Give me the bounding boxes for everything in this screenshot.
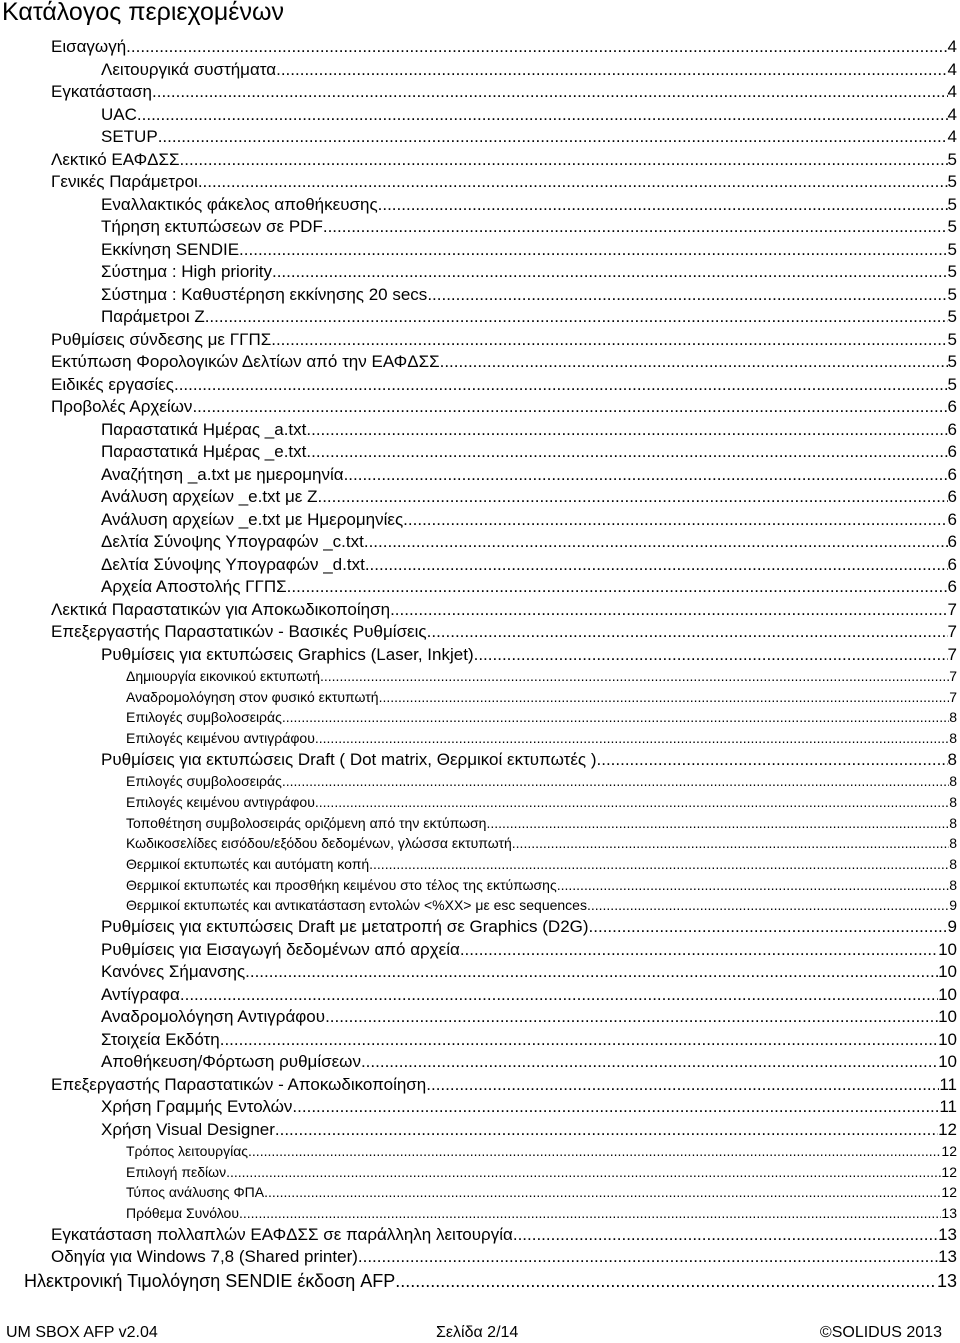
toc-dot-leader	[395, 1269, 937, 1293]
toc-entry[interactable]	[0, 149, 957, 172]
toc-dot-leader	[158, 126, 948, 149]
toc-entry-page-number: 5	[947, 194, 957, 214]
toc-entry-title: Ρυθμίσεις για εκτυπώσεις Draft με μετατροπή σε Graphics (D2G)	[101, 917, 589, 937]
toc-entry[interactable]	[0, 59, 957, 82]
toc-dot-leader	[137, 104, 948, 127]
toc-entry-title: Επιλογές κειμένου αντιγράφου	[126, 730, 315, 747]
toc-dot-leader	[126, 36, 947, 59]
toc-entry-page-number: 8	[949, 835, 957, 852]
toc-entry-page-number: 5	[947, 172, 957, 191]
toc-entry-page-number: 5	[947, 239, 957, 259]
toc-entry-page-number: 6	[947, 509, 957, 529]
toc-entry-title: Τήρηση εκτυπώσεων σε PDF	[101, 217, 323, 236]
toc-entry-title: SETUP	[101, 127, 158, 146]
toc-entry-page-number: 12	[941, 1163, 957, 1180]
toc-entry-page-number: 6	[947, 464, 957, 484]
toc-entry-title: Χρήση Visual Designer	[101, 1119, 275, 1139]
toc-entry-title: Επιλογή πεδίων	[126, 1163, 227, 1180]
toc-entry[interactable]	[0, 329, 957, 352]
toc-dot-leader	[174, 374, 948, 397]
toc-dot-leader	[275, 1119, 938, 1142]
toc-dot-leader	[597, 749, 948, 772]
toc-entry-page-number: 7	[949, 668, 957, 684]
toc-entry-page-number: 8	[949, 814, 957, 831]
toc-entry-page-number: 5	[947, 284, 957, 304]
toc-entry-page-number: 10	[938, 1007, 957, 1027]
toc-entry-page-number: 10	[938, 1052, 957, 1072]
toc-entry-title: Δελτία Σύνοψης Υπογραφών _c.txt	[101, 532, 364, 551]
toc-entry[interactable]	[0, 351, 957, 374]
toc-dot-leader	[557, 875, 949, 896]
toc-entry[interactable]	[0, 531, 957, 554]
toc-entry-page-number: 6	[947, 442, 957, 461]
toc-dot-leader	[320, 666, 949, 687]
toc-entry-title: Ανάλυση αρχείων _e.txt με Ημερομηνίες	[101, 509, 404, 529]
toc-entry[interactable]	[0, 833, 957, 854]
toc-entry-title: Κωδικοσελίδες εισόδου/εξόδου δεδομένων, γλώσσα εκτυπωτή	[126, 835, 512, 852]
toc-dot-leader	[460, 939, 938, 962]
toc-entry-page-number: 10	[938, 962, 957, 982]
toc-dot-leader	[239, 239, 947, 262]
toc-dot-leader	[192, 396, 947, 419]
toc-entry-title: Επιλογές κειμένου αντιγράφου	[126, 793, 315, 810]
toc-entry[interactable]	[0, 1029, 957, 1052]
toc-entry[interactable]	[0, 984, 957, 1007]
toc-entry-title: Παράμετροι Ζ	[101, 307, 205, 326]
toc-entry[interactable]	[0, 621, 957, 644]
table-of-contents	[0, 36, 960, 1293]
toc-entry[interactable]	[0, 419, 957, 442]
toc-dot-leader	[264, 1182, 941, 1203]
toc-entry-page-number: 10	[938, 939, 957, 959]
toc-dot-leader	[513, 1224, 938, 1247]
toc-entry-page-number: 8	[947, 749, 957, 769]
toc-entry-page-number: 7	[947, 644, 957, 664]
toc-entry-page-number: 8	[949, 876, 957, 893]
toc-entry-page-number: 9	[947, 917, 957, 937]
toc-entry[interactable]	[0, 895, 957, 916]
toc-entry-page-number: 6	[947, 554, 957, 574]
toc-dot-leader	[364, 531, 948, 554]
toc-entry[interactable]	[0, 171, 957, 194]
toc-entry[interactable]	[0, 239, 957, 262]
toc-entry-title: Δελτία Σύνοψης Υπογραφών _d.txt	[101, 554, 365, 574]
toc-entry-title: Θερμικοί εκτυπωτές και αντικατάσταση εντολών <%XX> με esc sequences	[126, 897, 587, 914]
toc-entry[interactable]	[0, 1141, 957, 1162]
toc-entry-page-number: 7	[947, 599, 957, 619]
toc-dot-leader	[152, 81, 948, 104]
toc-entry-page-number: 8	[949, 773, 957, 790]
toc-dot-leader	[276, 59, 947, 82]
toc-dot-leader	[486, 813, 949, 834]
toc-dot-leader	[272, 261, 948, 284]
toc-entry-page-number: 11	[939, 1097, 957, 1117]
toc-dot-leader	[315, 792, 949, 813]
toc-entry-page-number: 5	[947, 149, 957, 169]
toc-entry[interactable]	[0, 1269, 957, 1293]
toc-entry[interactable]	[0, 707, 957, 728]
toc-entry-title: Τρόπος λειτουργίας	[126, 1143, 249, 1160]
toc-entry-title: Τοποθέτηση συμβολοσειράς οριζόμενη από την εκτύπωση	[126, 814, 487, 831]
toc-entry-title: Θερμικοί εκτυπωτές και προσθήκη κειμένου στο τέλος της εκτύπωσης	[126, 876, 557, 893]
toc-dot-leader	[315, 728, 949, 749]
toc-entry-title: Επεξεργαστής Παραστατικών - Βασικές Ρυθμίσεις	[51, 622, 427, 641]
toc-entry[interactable]	[0, 939, 957, 962]
toc-entry-page-number: 8	[949, 730, 957, 747]
toc-entry-page-number: 4	[947, 59, 957, 79]
toc-dot-leader	[378, 194, 948, 217]
toc-entry[interactable]	[0, 1162, 957, 1183]
toc-entry-page-number: 12	[938, 1119, 957, 1139]
toc-entry-title: Σύστημα : Καθυστέρηση εκκίνησης 20 secs	[101, 284, 428, 304]
toc-entry[interactable]	[0, 1182, 957, 1203]
toc-entry[interactable]	[0, 687, 957, 708]
toc-entry[interactable]	[0, 749, 957, 772]
toc-dot-leader	[587, 895, 949, 916]
toc-entry-page-number: 13	[936, 1270, 957, 1291]
toc-entry[interactable]	[0, 1074, 957, 1097]
toc-dot-leader	[287, 576, 948, 599]
toc-entry-title: Εκτύπωση Φορολογικών Δελτίων από την ΕΑΦΔΣΣ	[51, 352, 440, 371]
toc-entry[interactable]	[0, 216, 957, 239]
toc-entry-title: Θερμικοί εκτυπωτές και αυτόματη κοπή	[126, 856, 370, 872]
toc-entry[interactable]	[0, 854, 957, 875]
toc-dot-leader	[390, 599, 947, 622]
toc-entry-title: Ρυθμίσεις για Εισαγωγή δεδομένων από αρχεία	[101, 939, 460, 959]
toc-dot-leader	[323, 216, 948, 239]
toc-entry[interactable]	[0, 126, 957, 149]
toc-entry-title: Ηλεκτρονική Τιμολόγηση SENDIE έκδοση AFP	[24, 1270, 396, 1291]
toc-dot-leader	[344, 464, 948, 487]
toc-entry[interactable]	[0, 666, 957, 687]
toc-entry[interactable]	[0, 728, 957, 749]
toc-dot-leader	[440, 351, 948, 374]
toc-entry-page-number: 6	[947, 397, 957, 416]
footer-copyright: ©SOLIDUS 2013	[819, 1324, 942, 1341]
toc-entry-page-number: 5	[947, 352, 957, 371]
toc-entry-page-number: 13	[938, 1224, 957, 1244]
toc-entry[interactable]	[0, 599, 957, 622]
toc-entry-page-number: 10	[938, 984, 957, 1004]
toc-dot-leader	[306, 441, 947, 464]
toc-entry-title: Εναλλακτικός φάκελος αποθήκευσης	[101, 194, 378, 214]
toc-entry[interactable]	[0, 1203, 957, 1224]
toc-dot-leader	[180, 984, 938, 1007]
toc-entry-page-number: 4	[947, 104, 957, 124]
toc-entry[interactable]	[0, 464, 957, 487]
toc-dot-leader	[358, 1246, 938, 1269]
toc-entry[interactable]	[0, 644, 957, 667]
toc-entry-title: Ανάλυση αρχείων _e.txt με Ζ	[101, 487, 318, 506]
toc-entry[interactable]	[0, 261, 957, 284]
toc-entry-title: Σύστημα : High priority	[101, 262, 272, 281]
toc-dot-leader	[426, 1074, 939, 1097]
toc-entry-title: Επιλογές συμβολοσειράς	[126, 709, 282, 726]
toc-dot-leader	[427, 621, 948, 644]
toc-entry-title: Αποθήκευση/Φόρτωση ρυθμίσεων	[101, 1052, 361, 1072]
toc-dot-leader	[512, 833, 949, 854]
toc-entry-title: Αναζήτηση _a.txt με ημερομηνία	[101, 464, 344, 484]
toc-entry-title: Εισαγωγή	[51, 37, 127, 56]
toc-dot-leader	[180, 149, 948, 172]
toc-entry-page-number: 7	[947, 622, 957, 641]
toc-dot-leader	[205, 306, 948, 329]
toc-entry[interactable]	[0, 576, 957, 599]
toc-entry-title: Επεξεργαστής Παραστατικών - Αποκωδικοποίηση	[51, 1074, 427, 1094]
toc-entry[interactable]	[0, 284, 957, 307]
toc-entry-title: Εγκατάσταση	[51, 82, 153, 101]
toc-entry-title: Χρήση Γραμμής Εντολών	[101, 1097, 293, 1117]
toc-entry-title: Αντίγραφα	[101, 984, 180, 1004]
toc-dot-leader	[282, 771, 949, 792]
toc-entry-page-number: 12	[941, 1184, 957, 1201]
toc-entry-page-number: 5	[947, 217, 957, 236]
toc-dot-leader	[369, 854, 949, 875]
toc-entry-title: Ρυθμίσεις για εκτυπώσεις Graphics (Laser, Inkjet)	[101, 644, 474, 664]
toc-entry-page-number: 6	[947, 577, 957, 596]
toc-entry[interactable]	[0, 441, 957, 464]
toc-entry[interactable]	[0, 813, 957, 834]
toc-entry-title: Στοιχεία Εκδότη	[101, 1029, 220, 1049]
toc-entry[interactable]	[0, 961, 957, 984]
toc-entry-page-number: 7	[949, 688, 957, 705]
toc-entry-title: Αναδρομολόγηση Αντιγράφου	[101, 1007, 326, 1027]
toc-entry-page-number: 5	[947, 374, 957, 394]
toc-entry-page-number: 8	[949, 709, 957, 726]
toc-entry-page-number: 5	[947, 329, 957, 349]
toc-entry-page-number: 8	[949, 856, 957, 872]
toc-entry-title: Επιλογές συμβολοσειράς	[126, 773, 282, 790]
toc-entry[interactable]	[0, 509, 957, 532]
toc-entry-title: Ρυθμίσεις για εκτυπώσεις Draft ( Dot matrix, Θερμικοί εκτυπωτές )	[101, 749, 597, 769]
toc-entry[interactable]	[0, 771, 957, 792]
toc-entry[interactable]	[0, 306, 957, 329]
toc-entry-page-number: 6	[947, 532, 957, 551]
toc-dot-leader	[271, 329, 947, 352]
toc-entry-title: Εγκατάσταση πολλαπλών ΕΑΦΔΣΣ σε παράλληλη λειτουργία	[51, 1224, 513, 1244]
toc-title: Κατάλογος περιεχομένων	[2, 0, 284, 26]
toc-entry-page-number: 4	[947, 37, 957, 56]
toc-entry[interactable]	[0, 194, 957, 217]
toc-entry[interactable]	[0, 374, 957, 397]
toc-entry[interactable]	[0, 916, 957, 939]
toc-entry[interactable]	[0, 81, 957, 104]
toc-dot-leader	[306, 419, 947, 442]
toc-entry-title: Γενικές Παράμετροι	[51, 172, 198, 191]
toc-entry-title: Λεκτικά Παραστατικών για Αποκωδικοποίηση	[51, 599, 391, 619]
toc-entry-title: Οδηγία για Windows 7,8 (Shared printer)	[51, 1247, 358, 1267]
toc-entry[interactable]	[0, 486, 957, 509]
toc-dot-leader	[403, 509, 947, 532]
toc-entry-page-number: 6	[947, 419, 957, 439]
toc-dot-leader	[245, 961, 938, 984]
toc-entry[interactable]	[0, 36, 957, 59]
toc-entry[interactable]	[0, 554, 957, 577]
toc-entry[interactable]	[0, 1246, 957, 1269]
toc-entry-page-number: 4	[947, 82, 957, 101]
toc-dot-leader	[239, 1203, 941, 1224]
toc-dot-leader	[317, 486, 947, 509]
toc-entry-title: Λεκτικό ΕΑΦΔΣΣ	[51, 149, 180, 169]
toc-entry[interactable]	[0, 792, 957, 813]
toc-entry[interactable]	[0, 104, 957, 127]
toc-entry-title: UAC	[101, 104, 137, 124]
toc-entry-title: Κανόνες Σήμανσης	[101, 962, 246, 982]
toc-dot-leader	[379, 687, 950, 708]
toc-entry-title: Αρχεία Αποστολής ΓΓΠΣ	[101, 577, 287, 596]
toc-dot-leader	[427, 284, 947, 307]
toc-dot-leader	[474, 644, 948, 667]
toc-entry-page-number: 6	[947, 487, 957, 506]
toc-entry-title: Προβολές Αρχείων	[51, 397, 193, 416]
toc-entry[interactable]	[0, 875, 957, 896]
toc-entry-title: Παραστατικά Ημέρας _e.txt	[101, 442, 307, 461]
toc-dot-leader	[248, 1141, 941, 1162]
toc-entry[interactable]	[0, 1119, 957, 1142]
footer-page-number: Σελίδα 2/14	[436, 1324, 519, 1341]
toc-entry-page-number: 10	[938, 1029, 957, 1049]
toc-dot-leader	[282, 707, 949, 728]
toc-dot-leader	[325, 1006, 938, 1029]
toc-entry-title: Ειδικές εργασίες	[51, 374, 174, 394]
toc-entry-page-number: 13	[941, 1205, 957, 1222]
toc-entry-page-number: 11	[939, 1074, 957, 1094]
footer-document-id: UM SBOX AFP v2.04	[6, 1324, 158, 1341]
toc-entry-title: Δημιουργία εικονικού εκτυπωτή	[126, 668, 320, 684]
toc-dot-leader	[292, 1096, 939, 1119]
toc-dot-leader	[365, 554, 948, 577]
toc-dot-leader	[361, 1051, 938, 1074]
toc-dot-leader	[226, 1162, 941, 1183]
toc-entry[interactable]	[0, 1224, 957, 1247]
toc-dot-leader	[220, 1029, 938, 1052]
toc-dot-leader	[589, 916, 948, 939]
toc-entry-page-number: 13	[938, 1247, 957, 1267]
toc-entry-page-number: 12	[941, 1143, 957, 1160]
toc-entry-title: Τύπος ανάλυσης ΦΠΑ	[126, 1184, 265, 1201]
toc-entry-title: Εκκίνηση SENDIE	[101, 239, 240, 259]
toc-dot-leader	[198, 171, 948, 194]
toc-entry-page-number: 5	[947, 262, 957, 281]
page-footer	[0, 1322, 960, 1343]
toc-entry[interactable]	[0, 396, 957, 419]
toc-entry[interactable]	[0, 1051, 957, 1074]
toc-entry-title: Αναδρομολόγηση στον φυσικό εκτυπωτή	[126, 688, 379, 705]
toc-entry-title: Ρυθμίσεις σύνδεσης με ΓΓΠΣ	[51, 329, 272, 349]
toc-entry-page-number: 8	[949, 793, 957, 810]
toc-entry-page-number: 4	[947, 127, 957, 146]
toc-entry[interactable]	[0, 1096, 957, 1119]
toc-entry-title: Παραστατικά Ημέρας _a.txt	[101, 419, 307, 439]
toc-entry[interactable]	[0, 1006, 957, 1029]
toc-entry-page-number: 5	[947, 307, 957, 326]
toc-entry-title: Λειτουργικά συστήματα	[101, 59, 277, 79]
toc-entry-page-number: 9	[949, 897, 957, 914]
toc-entry-title: Πρόθεμα Συνόλου	[126, 1205, 239, 1222]
